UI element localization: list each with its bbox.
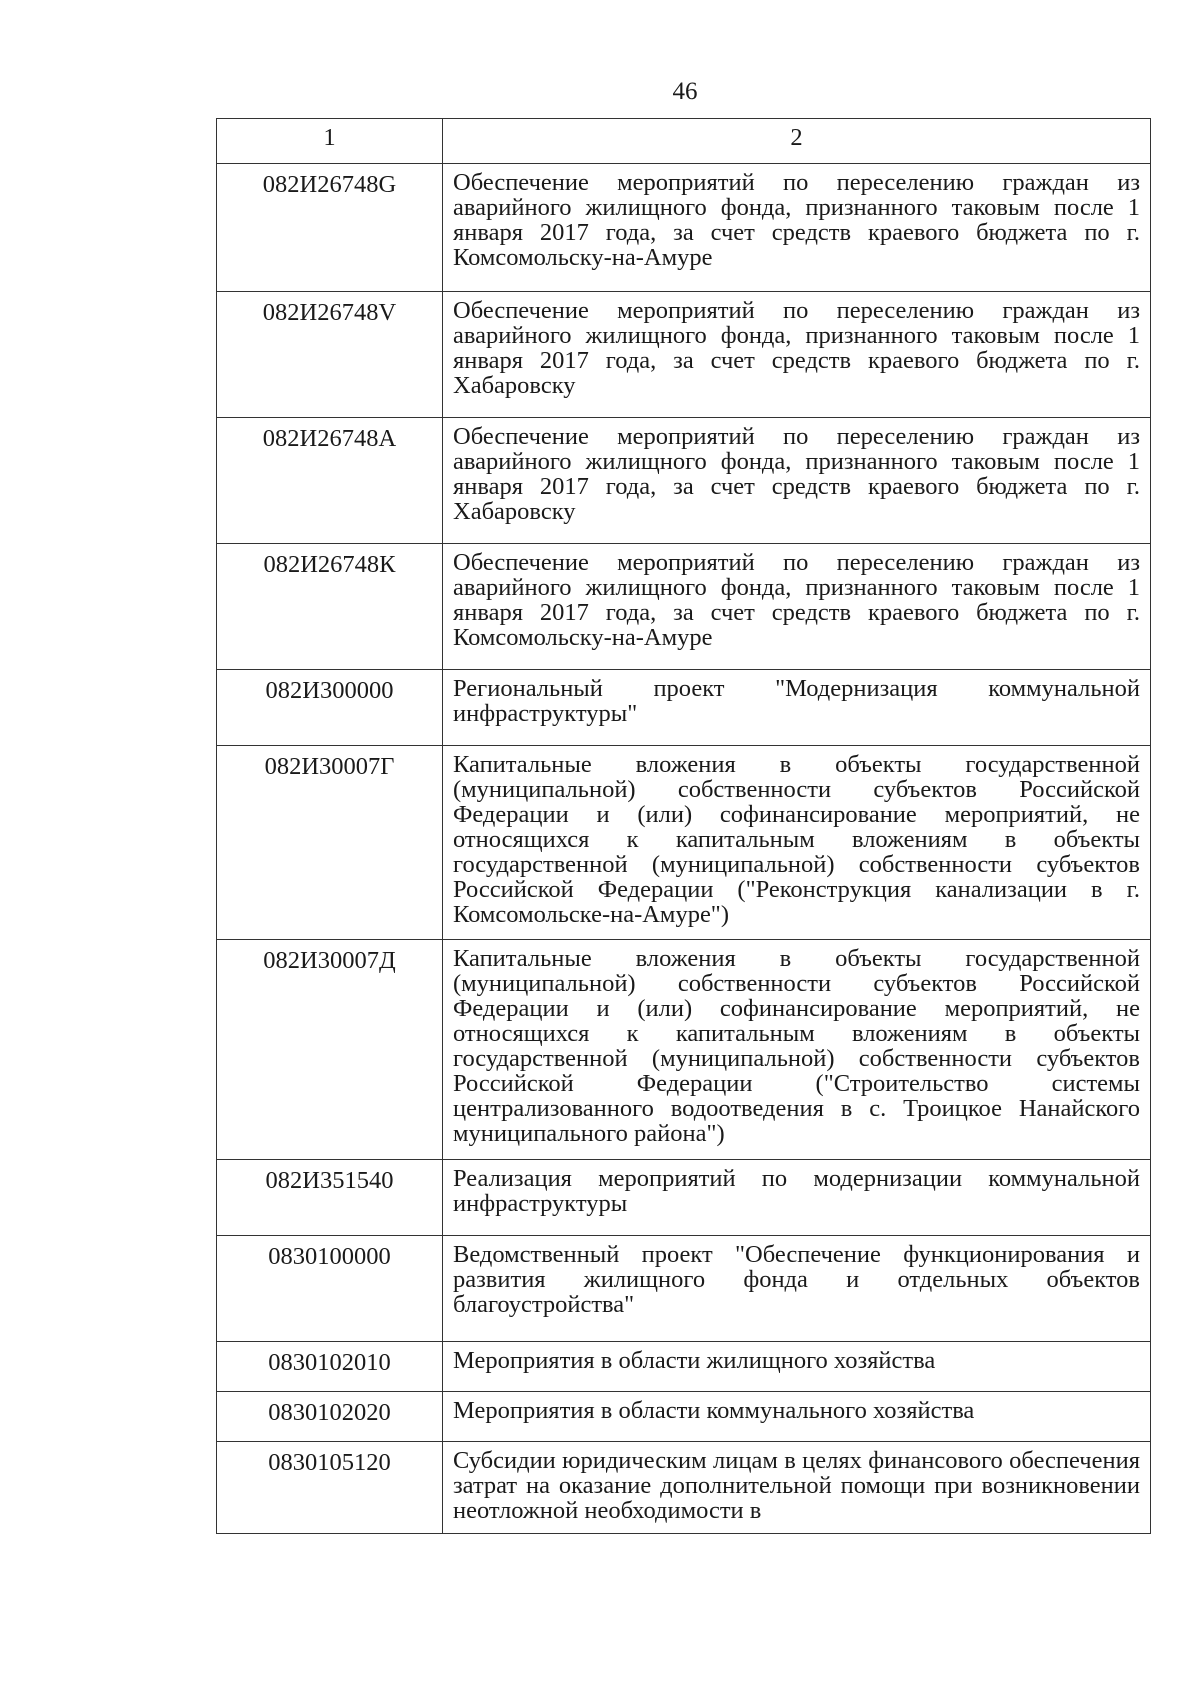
table-row [217,940,1151,1160]
row-description: Реализация мероприятий по модернизации коммунальной инфраструктуры [443,1160,1151,1236]
header-col-1: 1 [217,119,443,164]
budget-codes-table [216,118,1151,1534]
row-description: Капитальные вложения в объекты государственной (муниципальной) собственности субъектов Российской Федерации и (или) софинансирование мероприятий, не относящихся к капитальным вложениям в объекты государственной (муниципальной) собственности субъектов Российской Федерации ("Строительство системы централизованного водоотведения в с. Троицкое Нанайского муниципального района") [443,940,1151,1160]
table-row [217,746,1151,940]
table-row [217,544,1151,670]
page-number: 46 [672,78,698,105]
row-code: 082И30007Г [217,746,443,940]
table-row [217,418,1151,544]
row-description: Обеспечение мероприятий по переселению граждан из аварийного жилищного фонда, признанного таковым после 1 января 2017 года, за счет средств краевого бюджета по г. Комсомольску-на-Амуре [443,164,1151,292]
row-code: 082И300000 [217,670,443,746]
header-col-2: 2 [443,119,1151,164]
row-code: 0830102010 [217,1342,443,1392]
row-description: Обеспечение мероприятий по переселению граждан из аварийного жилищного фонда, признанного таковым после 1 января 2017 года, за счет средств краевого бюджета по г. Хабаровску [443,418,1151,544]
table-row [217,164,1151,292]
row-code: 082И26748A [217,418,443,544]
row-code: 0830100000 [217,1236,443,1342]
table-row [217,1160,1151,1236]
table-row [217,1442,1151,1534]
row-code: 0830105120 [217,1442,443,1534]
table-row [217,1392,1151,1442]
row-description: Капитальные вложения в объекты государственной (муниципальной) собственности субъектов Российской Федерации и (или) софинансирование мероприятий, не относящихся к капитальным вложениям в объекты государственной (муниципальной) собственности субъектов Российской Федерации ("Реконструкция канализации в г. Комсомольске-на-Амуре") [443,746,1151,940]
table-row [217,292,1151,418]
row-description: Обеспечение мероприятий по переселению граждан из аварийного жилищного фонда, признанного таковым после 1 января 2017 года, за счет средств краевого бюджета по г. Хабаровску [443,292,1151,418]
row-description: Мероприятия в области жилищного хозяйства [443,1342,1151,1392]
row-description: Мероприятия в области коммунального хозяйства [443,1392,1151,1442]
row-description: Ведомственный проект "Обеспечение функционирования и развития жилищного фонда и отдельных объектов благоустройства" [443,1236,1151,1342]
row-code: 082И351540 [217,1160,443,1236]
row-description: Обеспечение мероприятий по переселению граждан из аварийного жилищного фонда, признанного таковым после 1 января 2017 года, за счет средств краевого бюджета по г. Комсомольску-на-Амуре [443,544,1151,670]
row-description: Субсидии юридическим лицам в целях финансового обеспечения затрат на оказание дополнительной помощи при возникновении неотложной необходимости в [443,1442,1151,1534]
row-code: 082И26748G [217,164,443,292]
table-row [217,1236,1151,1342]
row-code: 082И26748V [217,292,443,418]
table-row [217,670,1151,746]
row-code: 082И30007Д [217,940,443,1160]
row-code: 0830102020 [217,1392,443,1442]
table-row [217,1342,1151,1392]
row-code: 082И26748К [217,544,443,670]
table-header-row [217,119,1151,164]
row-description: Региональный проект "Модернизация коммунальной инфраструктуры" [443,670,1151,746]
